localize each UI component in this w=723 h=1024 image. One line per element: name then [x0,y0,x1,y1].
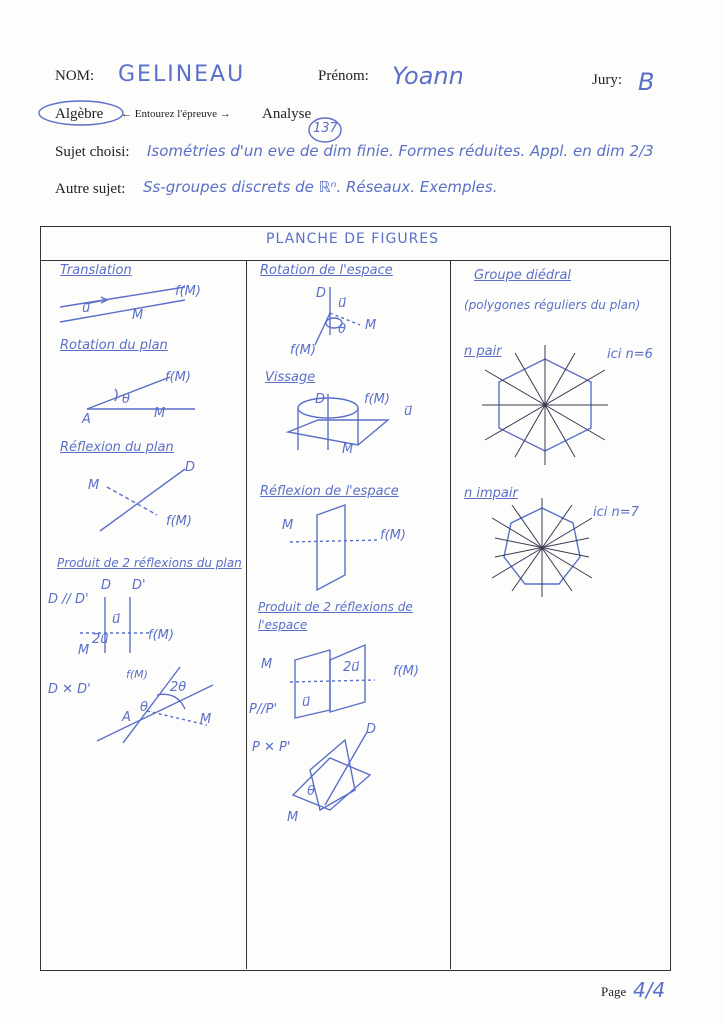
ici-n7-label: ici n=7 [593,505,639,520]
p-parallel-label: P//P' [249,702,278,717]
reflexion-espace-fm: f(M) [380,528,406,543]
column-divider-1 [246,260,247,969]
produit-espace-m: M [261,657,273,672]
rotation-espace-fm: f(M) [290,343,316,358]
d-cross-label: D ✕ D' [48,682,91,697]
reflexion-plan-fm: f(M) [166,514,192,529]
produit-espace-cross-theta: θ [307,784,315,799]
rotation-plan-m: M [154,406,166,421]
rotation-plan-a: A [82,412,91,427]
produit-cross-fm: f(M) [126,668,148,681]
algebre-option: Algèbre [55,106,104,122]
translation-fm: f(M) [175,284,201,299]
reflexion-espace-figure [285,505,385,595]
autre-sujet-value: Ss-groupes discrets de ℝⁿ. Réseaux. Exemples. [143,178,498,196]
reflexion-espace-m: M [282,518,294,533]
produit-espace-fm: f(M) [393,664,419,679]
produit-espace-u: u⃗ [302,695,311,710]
reflexion-plan-m: M [88,478,100,493]
vissage-d: D [315,392,326,407]
translation-m: M [132,308,144,323]
nom-value: GELINEAU [118,62,246,87]
prenom-label: Prénom: [318,68,369,84]
produit-u: u⃗ [112,612,121,627]
translation-u: u⃗ [82,301,91,316]
rotation-espace-u: u⃗ [338,296,347,311]
reflexion-plan-heading: Réflexion du plan [60,440,174,455]
n-impair-label: n impair [464,486,518,501]
jury-label: Jury: [592,72,622,88]
translation-heading: Translation [60,263,132,278]
produit-d: D [101,578,112,593]
groupe-diedral-heading: Groupe diédral [474,268,572,283]
vissage-heading: Vissage [265,370,316,385]
polygones-subheading: (polygones réguliers du plan) [464,298,641,312]
d-parallel-label: D // D' [48,592,89,607]
vissage-fm: f(M) [364,392,390,407]
produit-cross-2theta: 2θ [170,680,187,695]
analyse-option: Analyse [262,106,312,122]
page-value: 4/4 [633,978,666,1002]
rotation-plan-fm: f(M) [165,370,191,385]
produit-2u: 2u⃗ [92,632,109,647]
produit-m: M [78,643,90,658]
autre-sujet-label: Autre sujet: [55,181,126,197]
sujet-number: 137 [313,121,338,136]
planche-title: PLANCHE DE FIGURES [266,231,440,247]
vissage-m: M [342,442,354,457]
produit-plan-heading: Produit de 2 réflexions du plan [57,556,242,570]
rotation-espace-heading: Rotation de l'espace [260,263,393,278]
rotation-espace-m: M [365,318,377,333]
rotation-espace-theta: θ [338,322,346,337]
nom-label: NOM: [55,68,95,84]
prenom-value: Yoann [392,62,464,90]
heptagon-figure [487,493,597,603]
column-divider-2 [450,260,451,969]
ici-n6-label: ici n=6 [607,347,653,362]
produit-cross-figure [95,665,220,745]
produit-espace-cross-d: D [366,722,377,737]
p-cross-label: P ✕ P' [252,740,291,755]
page-label: Page [601,984,627,999]
produit-fm: f(M) [148,628,174,643]
produit-cross-m: M [200,712,212,727]
produit-espace-2u: 2u⃗ [343,660,360,675]
produit-cross-a: A [122,710,131,725]
rotation-plan-theta: θ [122,392,130,407]
n-pair-label: n pair [464,344,502,359]
rotation-plan-heading: Rotation du plan [60,338,168,353]
produit-cross-theta: θ [140,700,148,715]
reflexion-espace-heading: Réflexion de l'espace [260,484,399,499]
sujet-value: Isométries d'un eve de dim finie. Formes réduites. Appl. en dim 2/3 [147,142,654,160]
hexagon-figure [480,345,610,465]
produit-espace-cross-m: M [287,810,299,825]
entourez-instruction: ← Entourez l'épreuve → [121,108,231,120]
produit-dprime: D' [132,578,146,593]
produit-espace-cross-figure [285,730,375,815]
rotation-espace-d: D [316,286,327,301]
reflexion-plan-d: D [185,460,196,475]
jury-value: B [638,68,655,96]
produit-espace-heading: Produit de 2 réflexions de l'espace [258,600,413,632]
vissage-u: u⃗ [404,404,413,419]
sujet-label: Sujet choisi: [55,144,130,160]
